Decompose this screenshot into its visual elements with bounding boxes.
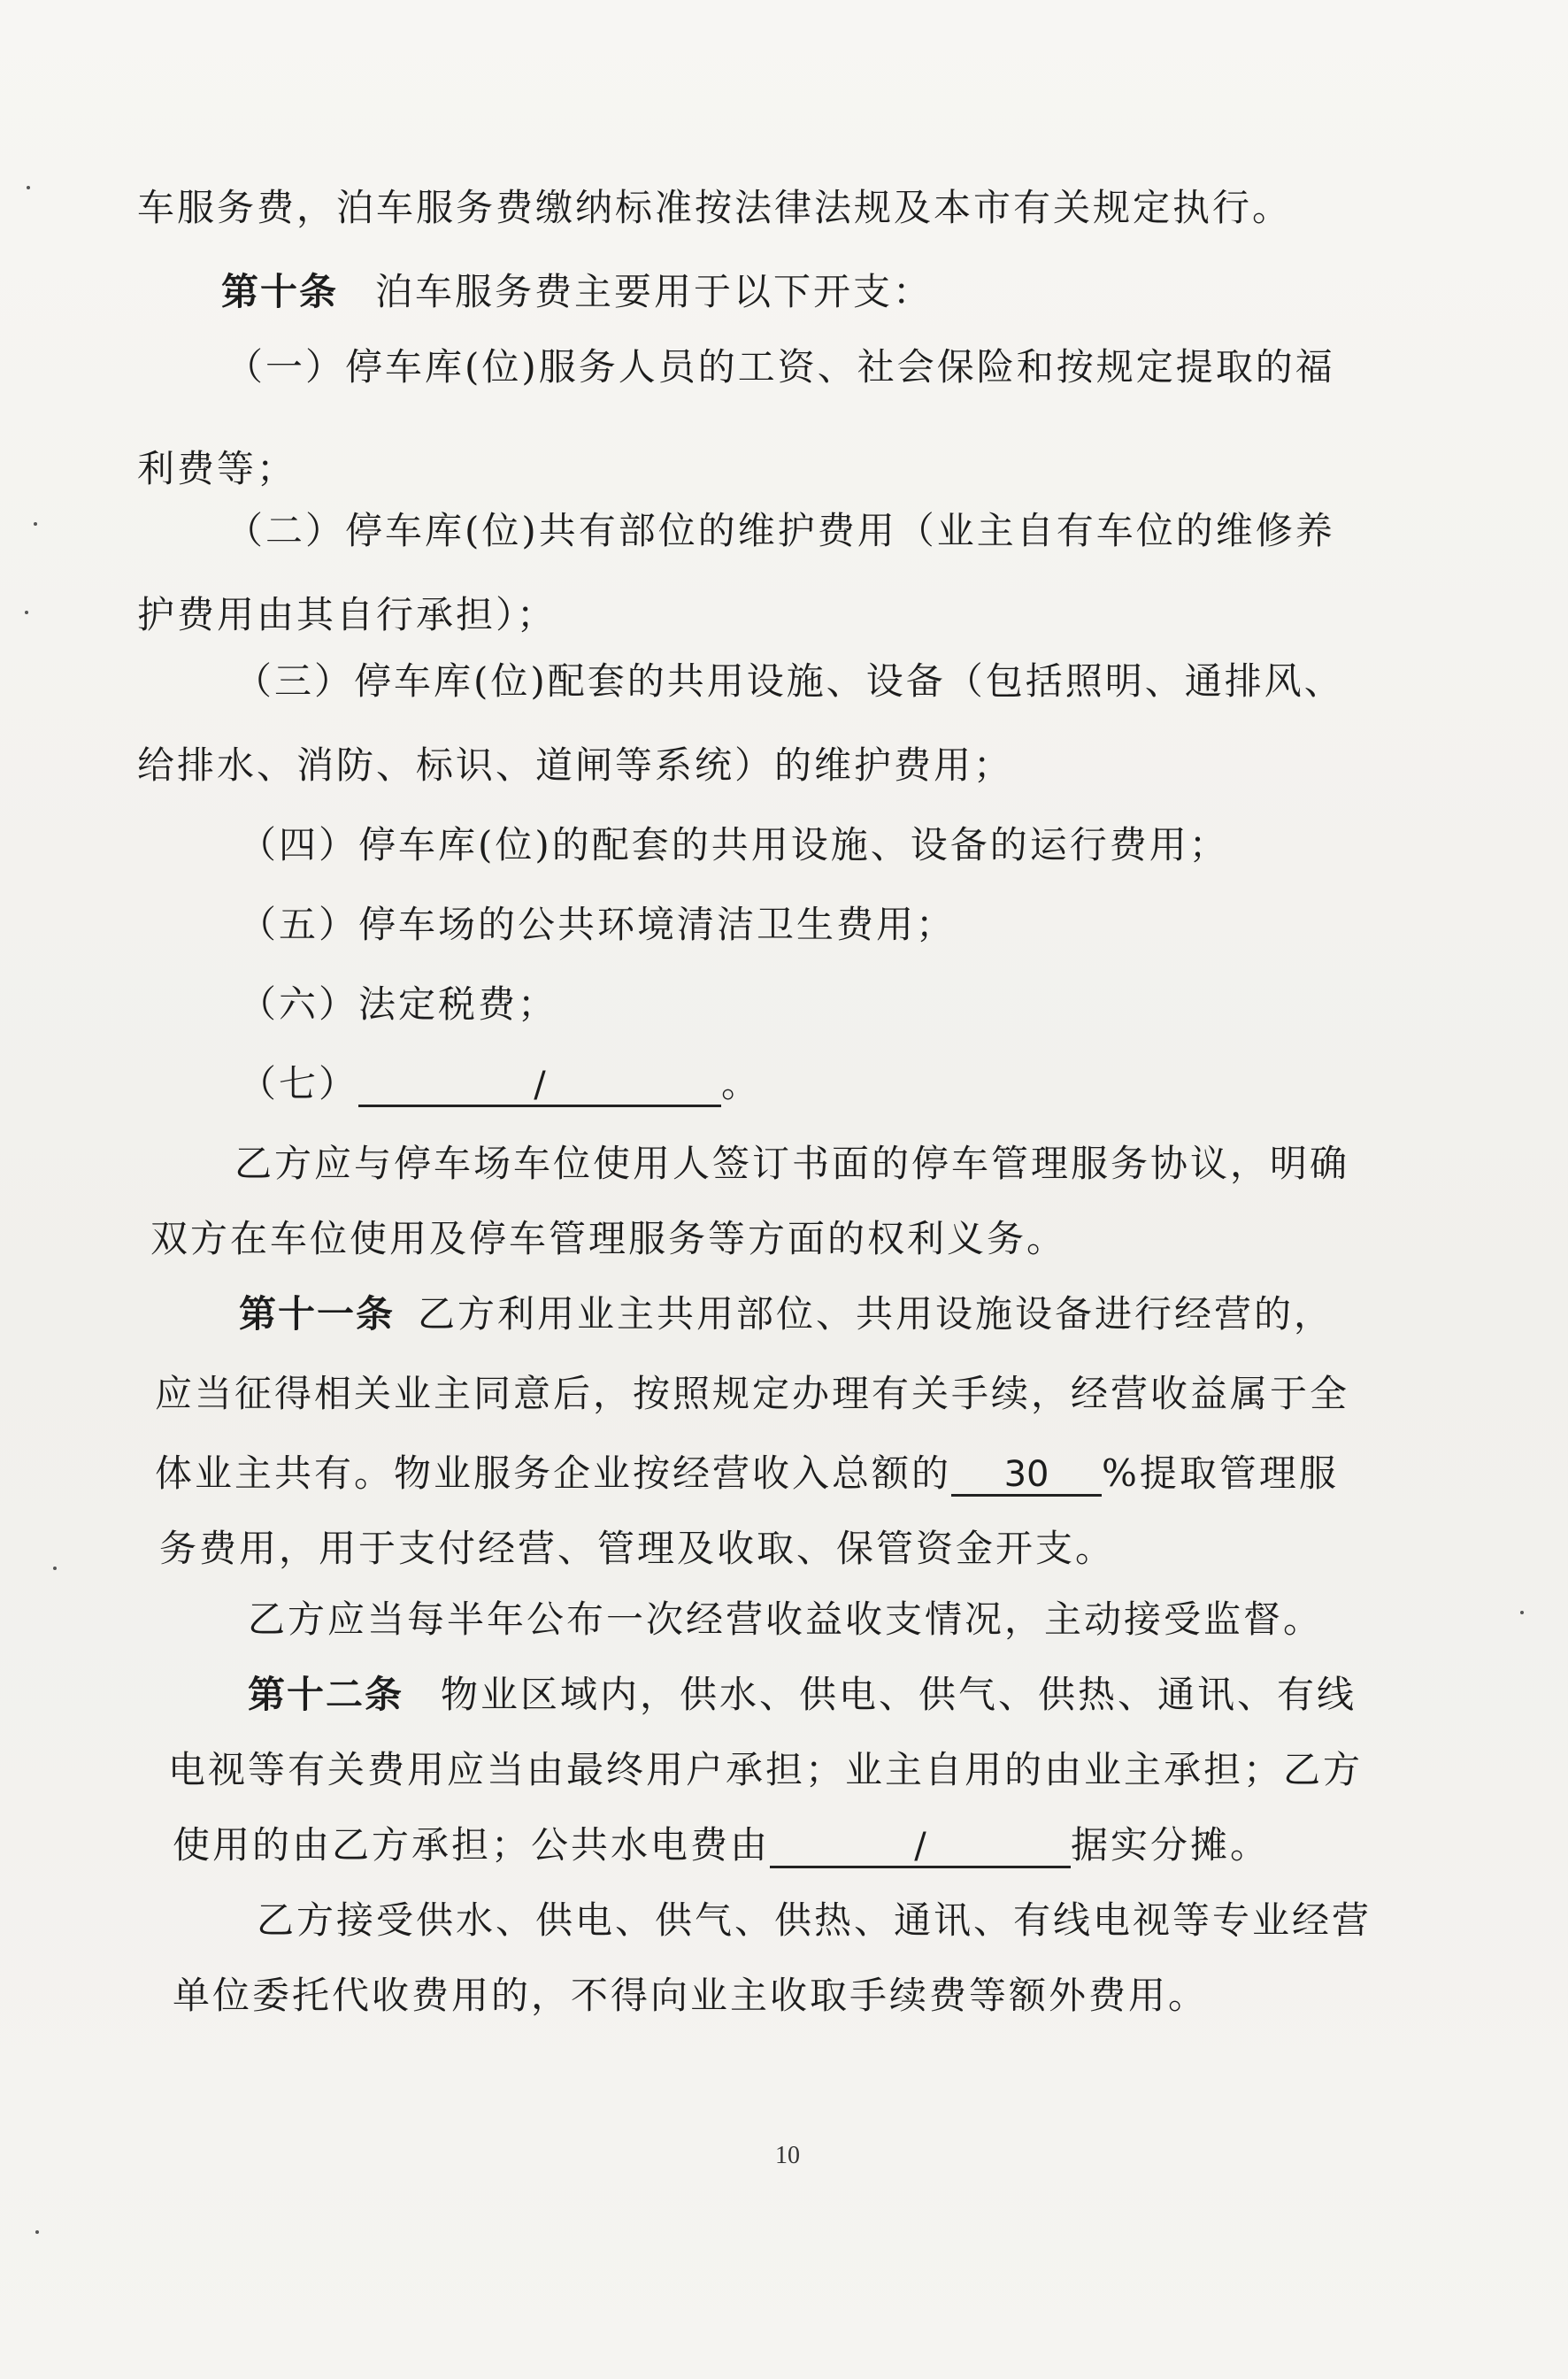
article-10-heading: 第十条: [221, 270, 339, 313]
article-12-line: [248, 1668, 1357, 1721]
item-5-line: （五）停车场的公共环境清洁卫生费用；: [239, 903, 957, 946]
item-7-blank: /: [358, 1066, 721, 1107]
text-line-agreement-cont: 双方在车位使用及停车管理服务等方面的权利义务。: [150, 1217, 1067, 1260]
article-12-cont-2-text: 使用的由乙方承担；公共水电费由: [173, 1823, 771, 1867]
article-10-line: [221, 266, 933, 319]
item-2-cont: 护费用由其自行承担）；: [137, 593, 557, 636]
text-line-supervision: 乙方应当每半年公布一次经营收益收支情况，主动接受监督。: [248, 1598, 1324, 1641]
article-12-heading: 第十二条: [248, 1673, 404, 1716]
text-line-agency: 乙方接受供水、供电、供气、供热、通讯、有线电视等专业经营: [257, 1898, 1372, 1942]
article-11-cont-3: 务费用，用于支付经营、管理及收取、保管资金开支。: [159, 1527, 1116, 1570]
item-1-cont: 利费等；: [137, 447, 297, 490]
article-11-cont-2-text: 体业主共有。物业服务企业按经营收入总额的: [155, 1451, 952, 1495]
scan-speck: [35, 2230, 39, 2234]
public-utility-blank: /: [770, 1827, 1071, 1868]
text-line-agreement: 乙方应与停车场车位使用人签订书面的停车管理服务协议，明确: [234, 1142, 1350, 1185]
scan-speck: [53, 1567, 57, 1570]
article-12-text: 物业区域内，供水、供电、供气、供热、通讯、有线: [441, 1673, 1357, 1716]
article-12-cont-1: 电视等有关费用应当由最终用户承担；业主自用的由业主承担；乙方: [168, 1748, 1364, 1791]
item-6-line: （六）法定税费；: [239, 982, 558, 1026]
article-11-text: 乙方利用业主共用部位、共用设施设备进行经营的，: [418, 1292, 1334, 1336]
page-number: 10: [775, 2142, 800, 2169]
article-12-cont-2-end: 据实分摊。: [1071, 1823, 1271, 1867]
item-7-label: （七）: [239, 1062, 359, 1105]
scan-speck: [27, 186, 30, 189]
item-4-line: （四）停车库(位)的配套的共用设施、设备的运行费用；: [239, 823, 1229, 866]
scan-speck: [25, 611, 28, 614]
article-11-cont-2-end: %提取管理服: [1102, 1451, 1339, 1495]
article-11-cont-2: [155, 1447, 1339, 1500]
item-1-line: （一）停车库(位)服务人员的工资、社会保险和按规定提取的福: [226, 345, 1335, 389]
text-line-1: 车服务费，泊车服务费缴纳标准按法律法规及本市有关规定执行。: [137, 186, 1293, 229]
item-2-line: （二）停车库(位)共有部位的维护费用（业主自有车位的维修养: [226, 509, 1335, 552]
article-11-line: [239, 1288, 1334, 1341]
article-11-heading: 第十一条: [239, 1292, 396, 1336]
percent-blank: 30: [951, 1455, 1102, 1497]
text-line-agency-cont: 单位委托代收费用的，不得向业主收取手续费等额外费用。: [173, 1974, 1209, 2017]
article-10-text: 泊车服务费主要用于以下开支：: [375, 270, 934, 313]
article-12-cont-2: [173, 1819, 1270, 1872]
item-3-line: （三）停车库(位)配套的共用设施、设备（包括照明、通排风、: [234, 659, 1344, 703]
scan-speck: [1520, 1611, 1524, 1614]
scan-speck: [34, 522, 37, 526]
item-3-cont: 给排水、消防、标识、道闸等系统）的维护费用；: [137, 743, 1014, 787]
item-7-line: [239, 1058, 761, 1111]
item-7-end: 。: [721, 1062, 762, 1105]
article-11-cont-1: 应当征得相关业主同意后，按照规定办理有关手续，经营收益属于全: [155, 1372, 1350, 1415]
